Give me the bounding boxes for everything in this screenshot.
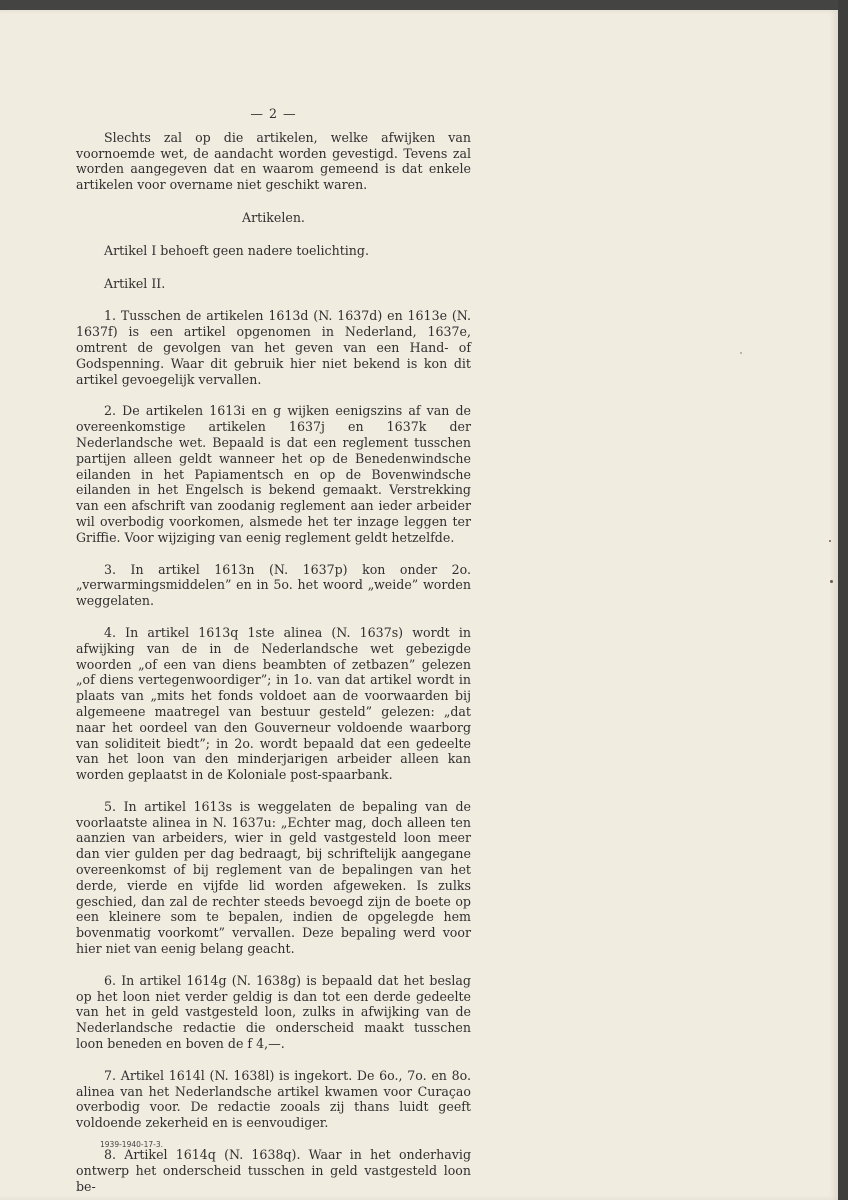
paper-speck xyxy=(740,352,742,354)
numbered-paragraph-3: 3. In artikel 1613n (N. 1637p) kon onder 2o. „verwarmingsmiddelen” en in 5o. het woord „weide” worden weggelaten. xyxy=(76,561,471,609)
footer-code: 1939-1940-17-3. xyxy=(100,1140,163,1149)
page-number: — 2 — xyxy=(250,106,297,121)
numbered-paragraph-8: 8. Artikel 1614q (N. 1638q). Waar in het onderhavig ontwerp het onderscheid tusschen in geld vastgesteld loon be- xyxy=(76,1147,471,1194)
numbered-paragraph-6: 6. In artikel 1614g (N. 1638g) is bepaald dat het beslag op het loon niet verder geldig is dan tot een derde gedeelte van het in geld vastgesteld loon, zulks in afwijking van de Nederlandsche redactie die onderscheid maakt tusschen loon beneden en boven de f 4,—. xyxy=(76,972,471,1052)
numbered-paragraph-5: 5. In artikel 1613s is weggelaten de bepaling van de voorlaatste alinea in N. 1637u: „Echter mag, doch alleen ten aanzien van arbeiders, wier in geld vastgesteld loon meer dan vier gulden per dag bedraagt, bij schriftelijk aangegane overeenkomst of bij reglement van de bepalingen van het derde, vierde en vijfde lid worden afgeweken. Is zulks geschied, dan zal de rechter steeds bevoegd zijn de boete op een kleinere som te bepalen, indien de opgelegde hem bovenmatig voorkomt” vervallen. Deze bepaling werd voor hier niet van eenig belang geacht. xyxy=(76,798,471,957)
intro-paragraph: Slechts zal op die artikelen, welke afwijken van voornoemde wet, de aandacht worden gevestigd. Tevens zal worden aangegeven dat en waarom gemeend is dat enkele artikelen voor overname niet geschikt waren. xyxy=(76,129,471,193)
document-body xyxy=(76,106,471,1194)
document-page xyxy=(0,10,838,1200)
scan-border-right xyxy=(838,0,848,1200)
numbered-paragraph-1: 1. Tusschen de artikelen 1613d (N. 1637d) en 1613e (N. 1637f) is een artikel opgenomen in Nederland, 1637e, omtrent de gevolgen van het geven van een Hand- of Godspenning. Waar dit gebruik hier niet bekend is kon dit artikel gevoegelijk vervallen. xyxy=(76,308,471,387)
section-heading: Artikelen. xyxy=(242,209,305,225)
scan-border-top xyxy=(0,0,848,10)
numbered-paragraph-7: 7. Artikel 1614l (N. 1638l) is ingekort. De 6o., 7o. en 8o. alinea van het Nederlandsche artikel kwamen voor Curaçao overbodig voor. De redactie zooals zij thans luidt geeft voldoende zekerheid en is eenvoudiger. xyxy=(76,1067,471,1131)
artikel-ii-heading: Artikel II. xyxy=(104,275,166,291)
numbered-paragraph-4: 4. In artikel 1613q 1ste alinea (N. 1637s) wordt in afwijking van de in de Nederlandsche wet gebezigde woorden „of een van diens beambten of zetbazen” gelezen „of diens vertegenwoordiger”; in 1o. van dat artikel wordt in plaats van „mits het fonds voldoet aan de voorwaarden bij algemeene maatregel van bestuur gesteld” gelezen: „dat naar het oordeel van den Gouverneur voldoende waarborg van soliditeit biedt”; in 2o. wordt bepaald dat een gedeelte van het loon van den minderjarigen arbeider alleen kan worden geplaatst in de Koloniale post-spaarbank. xyxy=(76,624,471,783)
paper-speck xyxy=(829,540,831,542)
artikel-i-note: Artikel I behoeft geen nadere toelichting. xyxy=(104,242,369,258)
paper-speck xyxy=(830,580,833,583)
numbered-paragraph-2: 2. De artikelen 1613i en g wijken eenigszins af van de overeenkomstige artikelen 1637j en 1637k der Nederlandsche wet. Bepaald is dat een reglement tusschen partijen alleen geldt wanneer het op de Benedenwindsche eilanden in het Papiamentsch en op de Bovenwindsche eilanden in het Engelsch is bekend gemaakt. Verstrekking van een afschrift van zoodanig reglement aan ieder arbeider wil overbodig voorkomen, alsmede het ter inzage leggen ter Griffie. Voor wijziging van eenig reglement geldt hetzelfde. xyxy=(76,403,471,545)
